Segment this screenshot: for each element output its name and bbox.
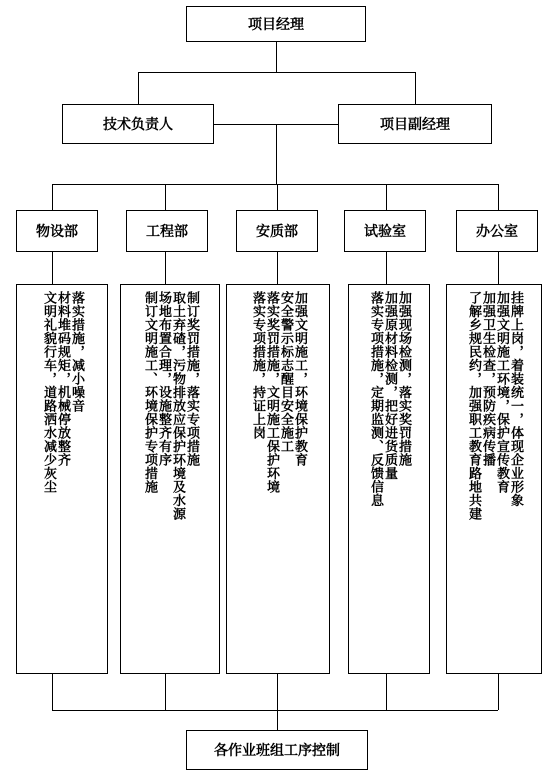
- duty-text: 制订文明施工、环境保护专项措施: [142, 291, 157, 494]
- connector-second-mid: [214, 124, 338, 125]
- connector-bottom-bar: [52, 710, 498, 711]
- connector-to-deputy: [415, 72, 416, 104]
- duty-text: 落实专项措施，持证上岗: [250, 291, 265, 440]
- duty-text: 文明礼貌行车，道路洒水减少灰尘: [41, 291, 56, 494]
- connector-bottom-1: [52, 674, 53, 710]
- tech-lead-box: 技术负责人: [62, 104, 214, 144]
- connector-to-tech: [138, 72, 139, 104]
- duties-engineering-box: [120, 284, 220, 674]
- work-teams-control-box: 各作业班组工序控制: [186, 730, 368, 770]
- connector-dept-5: [498, 184, 499, 210]
- duty-text: 加强现场检测，落实奖罚措施: [396, 291, 411, 467]
- duties-materials-box: [16, 284, 108, 674]
- connector-second-down: [276, 124, 277, 184]
- duty-text: 加强文明施工环境，保护宣传教育: [494, 291, 509, 494]
- duty-text: 加强原材料检测，把好进货质量: [382, 291, 397, 480]
- duty-text: 材料堆码规矩，机械停放整齐: [55, 291, 70, 467]
- connector-second-bar: [138, 72, 415, 73]
- duty-text: 场地布置合理，设施整齐有序: [156, 291, 171, 467]
- duty-text: 加强卫生检查，预防疾病传播: [480, 291, 495, 467]
- duties-safety-quality-box: [226, 284, 330, 674]
- dept-engineering-box: 工程部: [126, 210, 208, 252]
- connector-dept-4: [386, 184, 387, 210]
- connector-bottom-5: [498, 674, 499, 710]
- dept-office-box: 办公室: [456, 210, 538, 252]
- connector-top-down: [276, 42, 277, 72]
- duty-text: 加强文明施工，环境保护教育: [292, 291, 307, 467]
- connector-bottom-4: [386, 674, 387, 710]
- connector-duty-4: [386, 252, 387, 284]
- duty-text: 挂牌上岗，着装统一，体现企业形象: [508, 291, 523, 507]
- dept-materials-box: 物设部: [16, 210, 98, 252]
- dept-lab-box: 试验室: [344, 210, 426, 252]
- connector-bottom-2: [165, 674, 166, 710]
- deputy-manager-box: 项目副经理: [338, 104, 492, 144]
- connector-dept-1: [52, 184, 53, 210]
- connector-duty-1: [52, 252, 53, 284]
- duty-text: 制订奖罚措施，落实专项措施: [184, 291, 199, 467]
- duty-text: 落实专项措施，定期监测、反馈信息: [368, 291, 383, 507]
- dept-safety-quality-box: 安质部: [236, 210, 318, 252]
- connector-dept-bar: [52, 184, 498, 185]
- connector-dept-3: [277, 184, 278, 210]
- connector-duty-3: [277, 252, 278, 284]
- duty-text: 落实奖罚措施，文明施工保护环境: [264, 291, 279, 494]
- duties-lab-box: [348, 284, 430, 674]
- connector-bottom-3: [277, 674, 278, 730]
- duty-text: 安全警示标志醒目安全施工: [278, 291, 293, 453]
- duty-text: 落实措施，减小噪音: [69, 291, 84, 413]
- duties-office-box: [446, 284, 542, 674]
- connector-duty-5: [498, 252, 499, 284]
- connector-duty-2: [165, 252, 166, 284]
- connector-dept-2: [165, 184, 166, 210]
- project-manager-box: 项目经理: [186, 6, 366, 42]
- duty-text: 取土弃碴，污物排放应保护环境及水源: [170, 291, 185, 521]
- duty-text: 了解乡规民约，加强职工教育路地共建: [466, 291, 481, 521]
